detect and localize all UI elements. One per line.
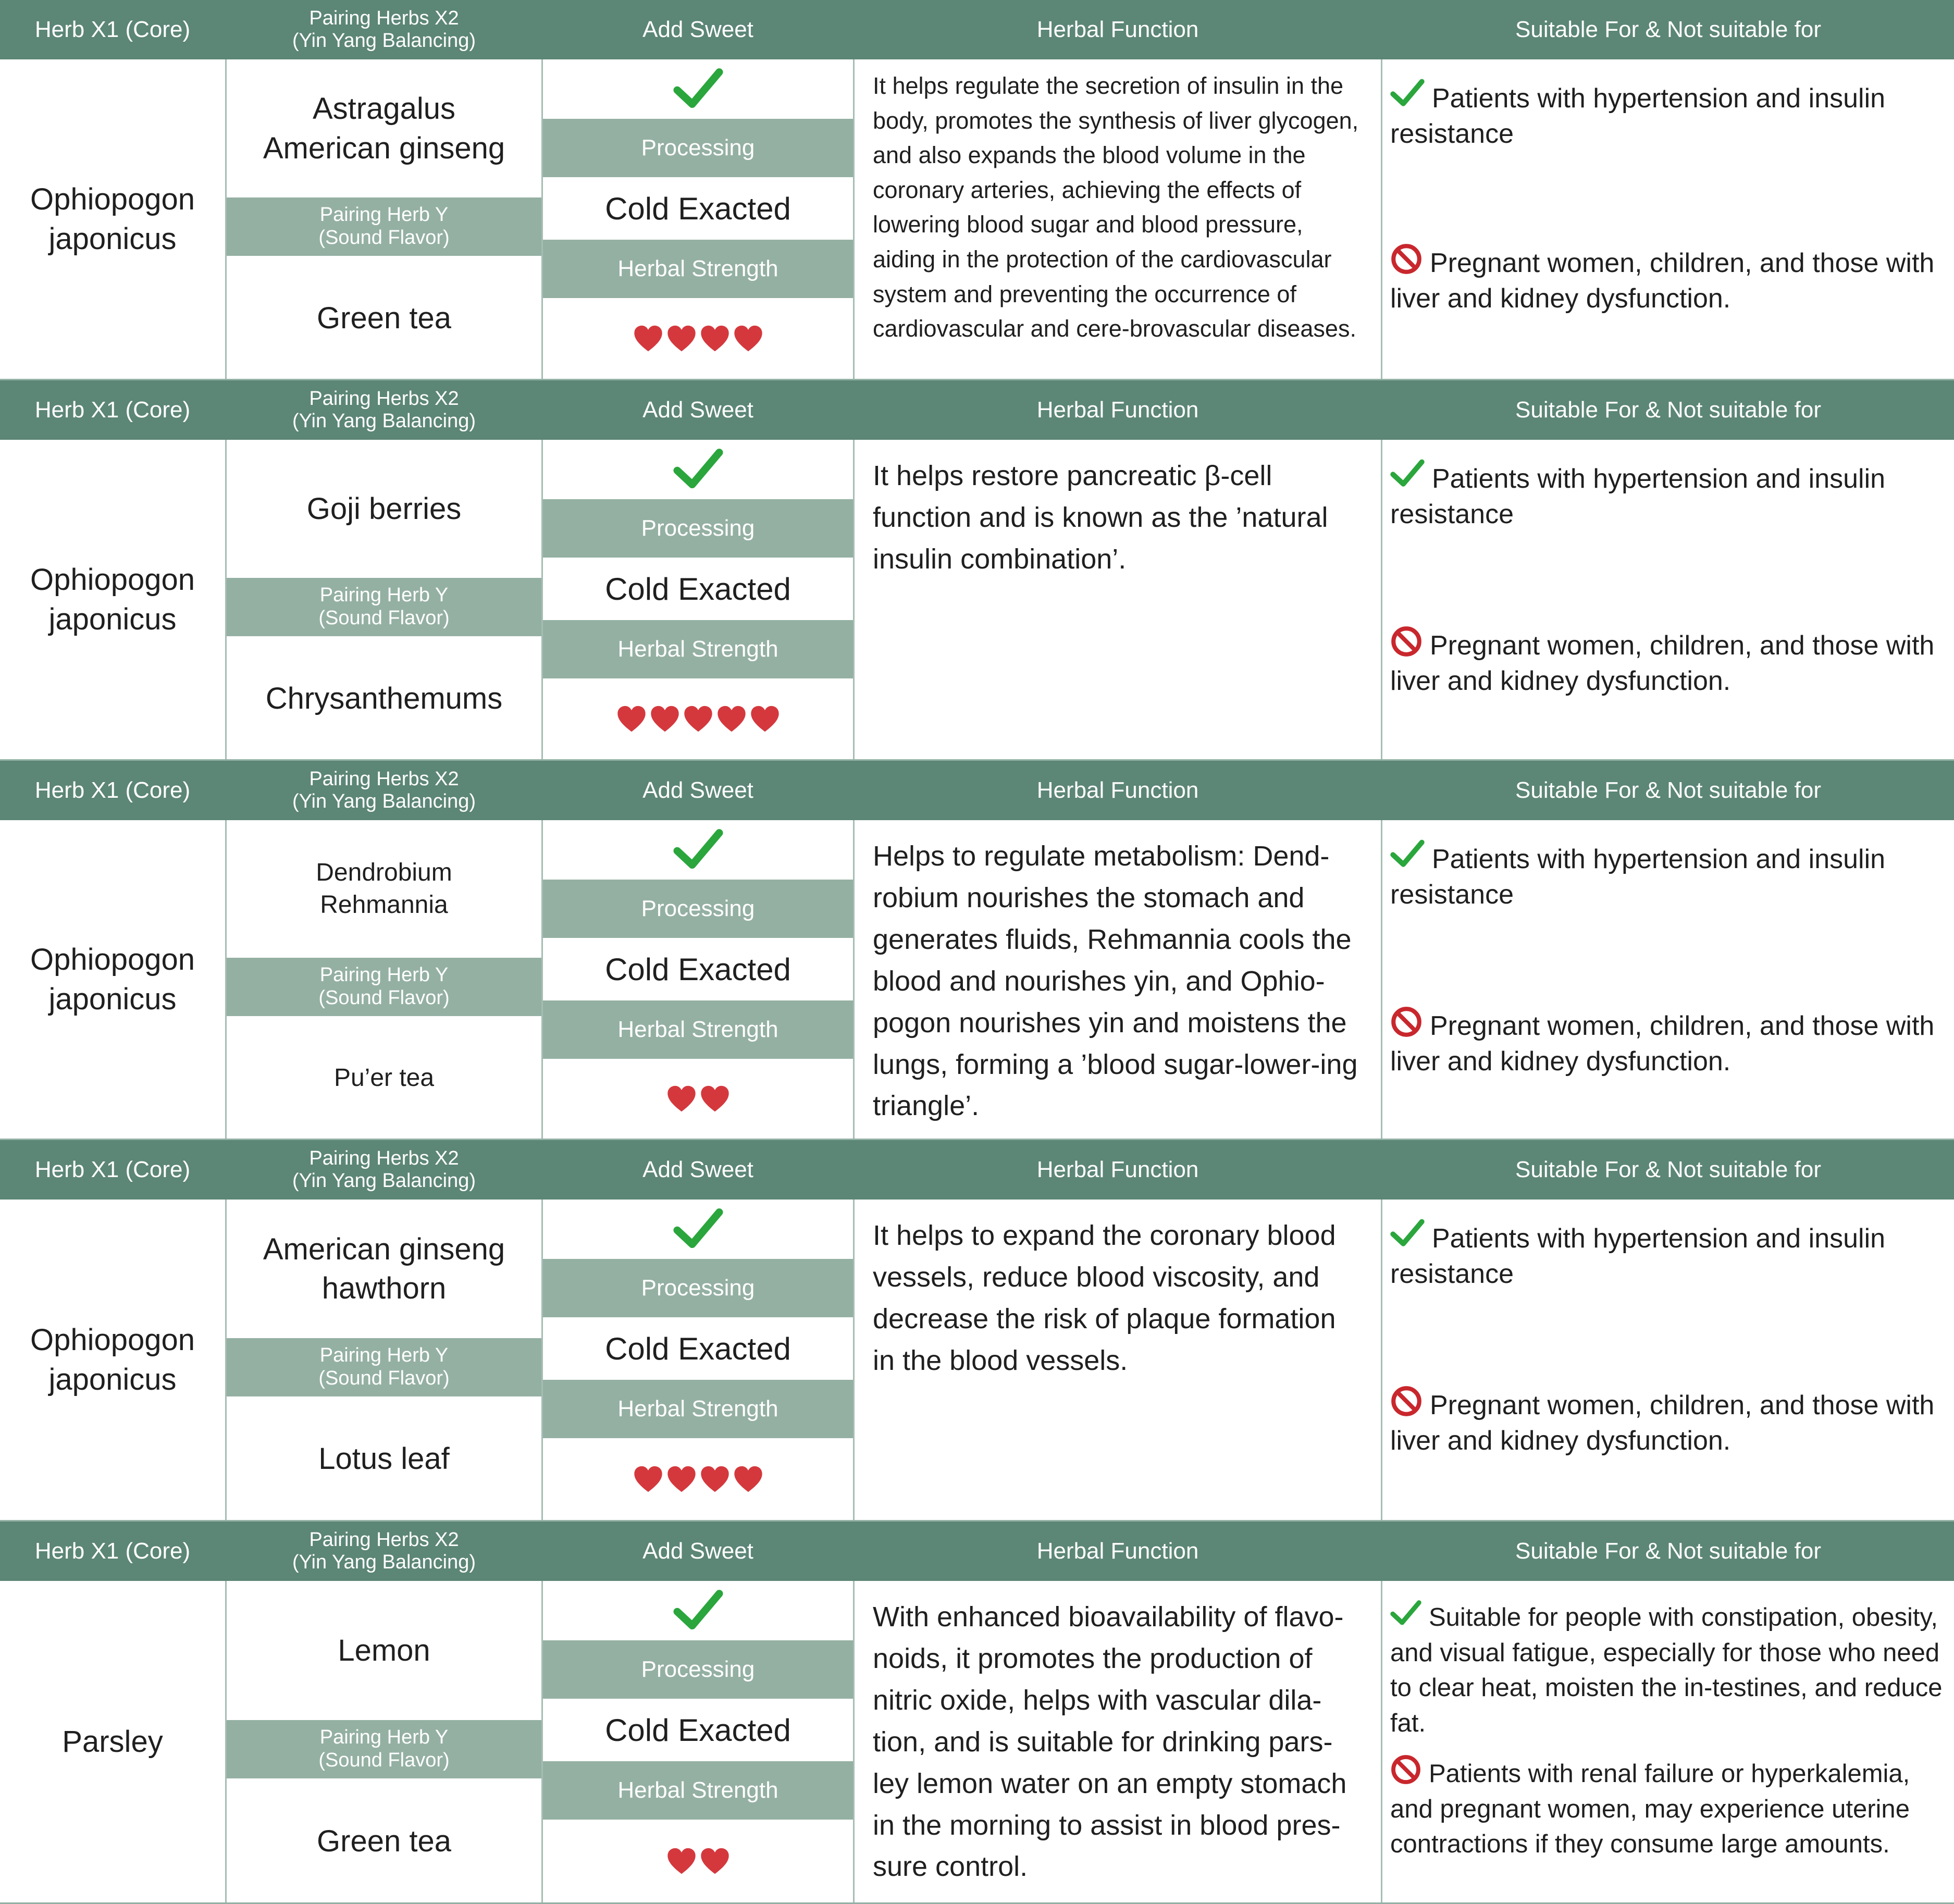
processing-label-bar bbox=[543, 1640, 853, 1699]
core-herb bbox=[0, 1200, 225, 1520]
heart-icon bbox=[700, 1465, 730, 1495]
header-pairing-x2-sublabel: (Yin Yang Balancing) bbox=[292, 790, 476, 812]
core-herb-name bbox=[30, 180, 195, 258]
header-function-label: Herbal Function bbox=[1036, 1538, 1199, 1564]
header-function-label: Herbal Function bbox=[1036, 1157, 1199, 1183]
pairing-y-label-bar bbox=[227, 578, 541, 636]
header-core-label: Herb X1 (Core) bbox=[34, 1157, 191, 1183]
processing-method-text: Cold Exacted bbox=[605, 191, 791, 226]
heart-icon bbox=[733, 1465, 763, 1495]
processing-method bbox=[543, 1699, 853, 1761]
suitable-for bbox=[1390, 837, 1943, 912]
herbal-function-text: It helps restore pancreatic β-cell function and is known as the ’natural insulin combination’. bbox=[873, 460, 1328, 575]
suitable-for bbox=[1390, 1598, 1943, 1741]
core-herb bbox=[0, 1581, 225, 1902]
processing-label-bar bbox=[543, 1259, 853, 1317]
suitable-for bbox=[1390, 76, 1943, 152]
strength-label: Herbal Strength bbox=[617, 636, 778, 662]
header-row bbox=[0, 0, 1954, 59]
header-pairing-x2 bbox=[227, 761, 541, 820]
strength-label: Herbal Strength bbox=[617, 1017, 778, 1042]
header-suitable bbox=[1382, 380, 1954, 440]
core-herb-line: japonicus bbox=[48, 1362, 177, 1396]
suitable-for bbox=[1390, 1216, 1943, 1292]
pairing-x2-herbs bbox=[227, 820, 541, 958]
heart-icon bbox=[650, 704, 680, 735]
column-divider bbox=[853, 1200, 855, 1520]
header-suitable-label: Suitable For & Not suitable for bbox=[1515, 17, 1821, 43]
processing-method bbox=[543, 938, 853, 1000]
no-entry-icon bbox=[1390, 1385, 1423, 1417]
herbal-function-text: Helps to regulate metabolism: Dend-robium nourishes the stomach and generates fluids, Rehmannia cools the blood and nourishes yin, and Ophio-pogon nourishes yin and moistens the lungs, forming a ’blood sugar-lower-ing triangle’. bbox=[873, 840, 1358, 1122]
herbal-function-text: It helps regulate the secretion of insulin in the body, promotes the synthesis of liver glycogen, and also expands the blood volume in the coronary arteries, achieving the effects of lowering blood sugar and blood pressure, aiding in the protection of the cardiovascular system and preventing the occurrence of cardiovascular and cere-brovascular diseases. bbox=[873, 72, 1359, 342]
suitable-for-text: Patients with hypertension and insulin resistance bbox=[1390, 844, 1886, 910]
table-row bbox=[0, 59, 1954, 380]
processing-method bbox=[543, 1317, 853, 1380]
pairing-y-label: Pairing Herb Y bbox=[319, 1344, 449, 1367]
core-herb-line: japonicus bbox=[48, 602, 177, 636]
table-section bbox=[0, 0, 1954, 380]
pairing-y-label-bar bbox=[227, 1720, 541, 1778]
check-icon bbox=[673, 825, 723, 875]
header-pairing-x2 bbox=[227, 380, 541, 440]
header-sweet-label: Add Sweet bbox=[642, 17, 753, 43]
processing-label: Processing bbox=[641, 135, 755, 160]
pairing-y-herb-name: Lotus leaf bbox=[318, 1442, 450, 1476]
pairing-x2-herb: Lemon bbox=[338, 1633, 430, 1667]
processing-label: Processing bbox=[641, 515, 755, 541]
header-core bbox=[0, 761, 225, 820]
heart-icon bbox=[700, 324, 730, 354]
check-icon bbox=[673, 1586, 723, 1636]
check-icon bbox=[1390, 1216, 1425, 1251]
not-suitable-for bbox=[1390, 625, 1943, 699]
check-icon bbox=[1390, 837, 1425, 871]
processing-label-bar bbox=[543, 880, 853, 938]
processing-method-text: Cold Exacted bbox=[605, 1331, 791, 1366]
pairing-y-sublabel: (Sound Flavor) bbox=[318, 227, 450, 249]
processing-label: Processing bbox=[641, 1275, 755, 1301]
pairing-y-sublabel: (Sound Flavor) bbox=[318, 1749, 450, 1771]
header-sweet-label: Add Sweet bbox=[642, 397, 753, 423]
column-divider bbox=[1381, 440, 1382, 759]
table-section bbox=[0, 1140, 1954, 1522]
header-pairing-x2 bbox=[227, 1140, 541, 1200]
table-row bbox=[0, 1581, 1954, 1904]
strength-label-bar bbox=[543, 1380, 853, 1438]
processing-label-bar bbox=[543, 119, 853, 177]
herbal-function-text: With enhanced bioavailability of flavo-noids, it promotes the production of nitric oxide, helps with vascular dila-tion, and is suitable for drinking pars-ley lemon water on an empty stomach in the morning to assist in blood pres-sure control. bbox=[873, 1601, 1347, 1883]
no-entry-icon bbox=[1390, 625, 1423, 658]
core-herb bbox=[0, 440, 225, 759]
pairing-y-herb bbox=[227, 256, 541, 380]
header-suitable bbox=[1382, 1522, 1954, 1581]
core-herb-line: Parsley bbox=[62, 1724, 163, 1759]
table-section bbox=[0, 1522, 1954, 1904]
suitable-for-text: Patients with hypertension and insulin resistance bbox=[1390, 1223, 1886, 1289]
header-core-label: Herb X1 (Core) bbox=[34, 17, 191, 43]
column-divider bbox=[853, 59, 855, 379]
header-row bbox=[0, 1522, 1954, 1581]
header-function bbox=[855, 1140, 1381, 1200]
header-pairing-x2-sublabel: (Yin Yang Balancing) bbox=[292, 1551, 476, 1573]
pairing-y-herb bbox=[227, 1016, 541, 1140]
processing-label: Processing bbox=[641, 896, 755, 921]
header-suitable-label: Suitable For & Not suitable for bbox=[1515, 1538, 1821, 1564]
header-row bbox=[0, 380, 1954, 440]
not-suitable-for bbox=[1390, 1754, 1943, 1862]
herbal-strength-hearts bbox=[543, 678, 853, 761]
header-pairing-x2 bbox=[227, 0, 541, 59]
not-suitable-for bbox=[1390, 1006, 1943, 1079]
check-icon bbox=[673, 64, 723, 114]
strength-label: Herbal Strength bbox=[617, 256, 778, 281]
check-icon bbox=[1390, 456, 1425, 491]
no-entry-icon bbox=[1390, 243, 1423, 275]
pairing-y-label: Pairing Herb Y bbox=[319, 204, 449, 226]
pairing-y-sublabel: (Sound Flavor) bbox=[318, 607, 450, 629]
no-entry-icon bbox=[1390, 1006, 1423, 1038]
column-divider bbox=[853, 820, 855, 1139]
check-icon bbox=[1390, 76, 1425, 110]
add-sweet-cell bbox=[543, 59, 853, 119]
header-row bbox=[0, 761, 1954, 820]
header-pairing-x2-label: Pairing Herbs X2 bbox=[309, 7, 459, 30]
column-divider bbox=[1381, 1581, 1382, 1902]
heart-icon bbox=[633, 1465, 663, 1495]
core-herb-line: japonicus bbox=[48, 221, 177, 256]
table-row bbox=[0, 440, 1954, 761]
core-herb-name bbox=[62, 1722, 163, 1761]
pairing-x2-herbs bbox=[227, 440, 541, 578]
suitable-for-text: Patients with hypertension and insulin resistance bbox=[1390, 83, 1886, 149]
heart-icon bbox=[666, 1847, 697, 1877]
pairing-x2-herb: hawthorn bbox=[321, 1271, 447, 1305]
add-sweet-cell bbox=[543, 1200, 853, 1259]
processing-method bbox=[543, 558, 853, 620]
header-sweet-label: Add Sweet bbox=[642, 1157, 753, 1183]
column-divider bbox=[1381, 820, 1382, 1139]
column-divider bbox=[1381, 1200, 1382, 1520]
processing-method-text: Cold Exacted bbox=[605, 951, 791, 987]
header-function-label: Herbal Function bbox=[1036, 397, 1199, 423]
processing-method-text: Cold Exacted bbox=[605, 571, 791, 607]
pairing-y-label-bar bbox=[227, 197, 541, 256]
pairing-x2-herb: Astragalus bbox=[312, 92, 456, 126]
pairing-y-sublabel: (Sound Flavor) bbox=[318, 1367, 450, 1389]
not-suitable-for-text: Patients with renal failure or hyperkalemia, and pregnant women, may experience uterine contractions if they consume large amounts. bbox=[1390, 1760, 1910, 1859]
header-pairing-x2-label: Pairing Herbs X2 bbox=[309, 1147, 459, 1170]
column-divider bbox=[1381, 59, 1382, 379]
strength-label-bar bbox=[543, 620, 853, 678]
no-entry-icon bbox=[1390, 1754, 1421, 1785]
strength-label-bar bbox=[543, 240, 853, 298]
pairing-y-label: Pairing Herb Y bbox=[319, 964, 449, 986]
header-sweet bbox=[543, 761, 853, 820]
strength-label: Herbal Strength bbox=[617, 1396, 778, 1421]
pairing-x2-herb: Dendrobium bbox=[316, 858, 452, 886]
header-function bbox=[855, 1522, 1381, 1581]
pairing-y-herb-name: Green tea bbox=[317, 301, 451, 335]
header-sweet bbox=[543, 380, 853, 440]
core-herb-name bbox=[30, 940, 195, 1019]
core-herb-line: Ophiopogon bbox=[30, 1323, 195, 1357]
suitable-for-text: Patients with hypertension and insulin resistance bbox=[1390, 464, 1886, 529]
pairing-x2-herb: American ginseng bbox=[263, 131, 505, 165]
heart-icon bbox=[750, 704, 780, 735]
header-suitable-label: Suitable For & Not suitable for bbox=[1515, 1157, 1821, 1183]
column-divider bbox=[853, 1581, 855, 1902]
header-pairing-x2-label: Pairing Herbs X2 bbox=[309, 768, 459, 790]
not-suitable-for bbox=[1390, 1385, 1943, 1458]
pairing-y-label-bar bbox=[227, 958, 541, 1016]
core-herb-line: Ophiopogon bbox=[30, 943, 195, 977]
table-row bbox=[0, 820, 1954, 1140]
check-icon bbox=[1390, 1598, 1421, 1629]
not-suitable-for-text: Pregnant women, children, and those with liver and kidney dysfunction. bbox=[1390, 1011, 1935, 1077]
header-pairing-x2-sublabel: (Yin Yang Balancing) bbox=[292, 1170, 476, 1192]
core-herb bbox=[0, 820, 225, 1139]
header-sweet bbox=[543, 1522, 853, 1581]
header-pairing-x2-label: Pairing Herbs X2 bbox=[309, 1529, 459, 1551]
header-sweet bbox=[543, 0, 853, 59]
pairing-y-herb bbox=[227, 1396, 541, 1522]
header-function-label: Herbal Function bbox=[1036, 777, 1199, 803]
column-divider bbox=[853, 440, 855, 759]
pairing-y-sublabel: (Sound Flavor) bbox=[318, 987, 450, 1009]
heart-icon bbox=[716, 704, 747, 735]
processing-label-bar bbox=[543, 499, 853, 558]
pairing-x2-herb: American ginseng bbox=[263, 1232, 505, 1266]
pairing-x2-herbs bbox=[227, 1581, 541, 1720]
pairing-y-label: Pairing Herb Y bbox=[319, 1726, 449, 1749]
header-suitable bbox=[1382, 761, 1954, 820]
header-suitable-label: Suitable For & Not suitable for bbox=[1515, 777, 1821, 803]
not-suitable-for-text: Pregnant women, children, and those with liver and kidney dysfunction. bbox=[1390, 248, 1935, 314]
table-section bbox=[0, 761, 1954, 1140]
strength-label-bar bbox=[543, 1761, 853, 1820]
core-herb-line: Ophiopogon bbox=[30, 563, 195, 597]
pairing-x2-herbs bbox=[227, 1200, 541, 1338]
processing-method-text: Cold Exacted bbox=[605, 1712, 791, 1748]
table-row bbox=[0, 1200, 1954, 1522]
heart-icon bbox=[666, 1084, 697, 1115]
header-core bbox=[0, 1522, 225, 1581]
header-row bbox=[0, 1140, 1954, 1200]
heart-icon bbox=[633, 324, 663, 354]
herbal-strength-hearts bbox=[543, 298, 853, 380]
header-core-label: Herb X1 (Core) bbox=[34, 397, 191, 423]
heart-icon bbox=[700, 1847, 730, 1877]
core-herb-line: japonicus bbox=[48, 982, 177, 1016]
header-function bbox=[855, 761, 1381, 820]
header-function bbox=[855, 380, 1381, 440]
header-sweet-label: Add Sweet bbox=[642, 777, 753, 803]
heart-icon bbox=[666, 1465, 697, 1495]
herbal-strength-hearts bbox=[543, 1059, 853, 1140]
strength-label-bar bbox=[543, 1000, 853, 1059]
pairing-x2-herb: Rehmannia bbox=[320, 891, 448, 919]
herbal-strength-hearts bbox=[543, 1438, 853, 1522]
header-pairing-x2-sublabel: (Yin Yang Balancing) bbox=[292, 410, 476, 432]
add-sweet-cell bbox=[543, 440, 853, 499]
header-pairing-x2-sublabel: (Yin Yang Balancing) bbox=[292, 30, 476, 52]
suitable-for-text: Suitable for people with constipation, obesity, and visual fatigue, especially for those who need to clear heat, moisten the in-testines, and reduce fat. bbox=[1390, 1603, 1943, 1737]
heart-icon bbox=[683, 704, 713, 735]
header-core bbox=[0, 0, 225, 59]
header-core-label: Herb X1 (Core) bbox=[34, 777, 191, 803]
header-sweet bbox=[543, 1140, 853, 1200]
header-suitable bbox=[1382, 1140, 1954, 1200]
check-icon bbox=[673, 1204, 723, 1254]
pairing-y-herb-name: Pu’er tea bbox=[333, 1064, 435, 1092]
header-core bbox=[0, 380, 225, 440]
heart-icon bbox=[616, 704, 647, 735]
herbal-strength-hearts bbox=[543, 1820, 853, 1904]
header-suitable-label: Suitable For & Not suitable for bbox=[1515, 397, 1821, 423]
pairing-y-herb-name: Green tea bbox=[317, 1824, 451, 1858]
not-suitable-for-text: Pregnant women, children, and those with liver and kidney dysfunction. bbox=[1390, 630, 1935, 696]
processing-label: Processing bbox=[641, 1656, 755, 1682]
pairing-y-herb bbox=[227, 1778, 541, 1904]
heart-icon bbox=[666, 324, 697, 354]
processing-method bbox=[543, 177, 853, 240]
pairing-y-herb-name: Chrysanthemums bbox=[265, 681, 503, 715]
header-function bbox=[855, 0, 1381, 59]
heart-icon bbox=[733, 324, 763, 354]
pairing-y-label: Pairing Herb Y bbox=[319, 584, 449, 607]
pairing-x2-herb: Goji berries bbox=[306, 491, 462, 526]
herbal-function-text: It helps to expand the coronary blood vessels, reduce blood viscosity, and decrease the risk of plaque formation in the blood vessels. bbox=[873, 1220, 1336, 1376]
header-pairing-x2 bbox=[227, 1522, 541, 1581]
header-suitable bbox=[1382, 0, 1954, 59]
pairing-y-herb bbox=[227, 636, 541, 761]
not-suitable-for bbox=[1390, 243, 1943, 316]
heart-icon bbox=[700, 1084, 730, 1115]
header-core-label: Herb X1 (Core) bbox=[34, 1538, 191, 1564]
core-herb-name bbox=[30, 1320, 195, 1399]
core-herb bbox=[0, 59, 225, 379]
add-sweet-cell bbox=[543, 1581, 853, 1640]
pairing-y-label-bar bbox=[227, 1338, 541, 1396]
suitable-for bbox=[1390, 456, 1943, 532]
pairing-x2-herbs bbox=[227, 59, 541, 197]
check-icon bbox=[673, 444, 723, 494]
add-sweet-cell bbox=[543, 820, 853, 880]
core-herb-line: Ophiopogon bbox=[30, 182, 195, 217]
strength-label: Herbal Strength bbox=[617, 1777, 778, 1803]
core-herb-name bbox=[30, 560, 195, 639]
header-function-label: Herbal Function bbox=[1036, 17, 1199, 43]
header-pairing-x2-label: Pairing Herbs X2 bbox=[309, 388, 459, 410]
header-core bbox=[0, 1140, 225, 1200]
header-sweet-label: Add Sweet bbox=[642, 1538, 753, 1564]
table-section bbox=[0, 380, 1954, 761]
not-suitable-for-text: Pregnant women, children, and those with liver and kidney dysfunction. bbox=[1390, 1390, 1935, 1456]
